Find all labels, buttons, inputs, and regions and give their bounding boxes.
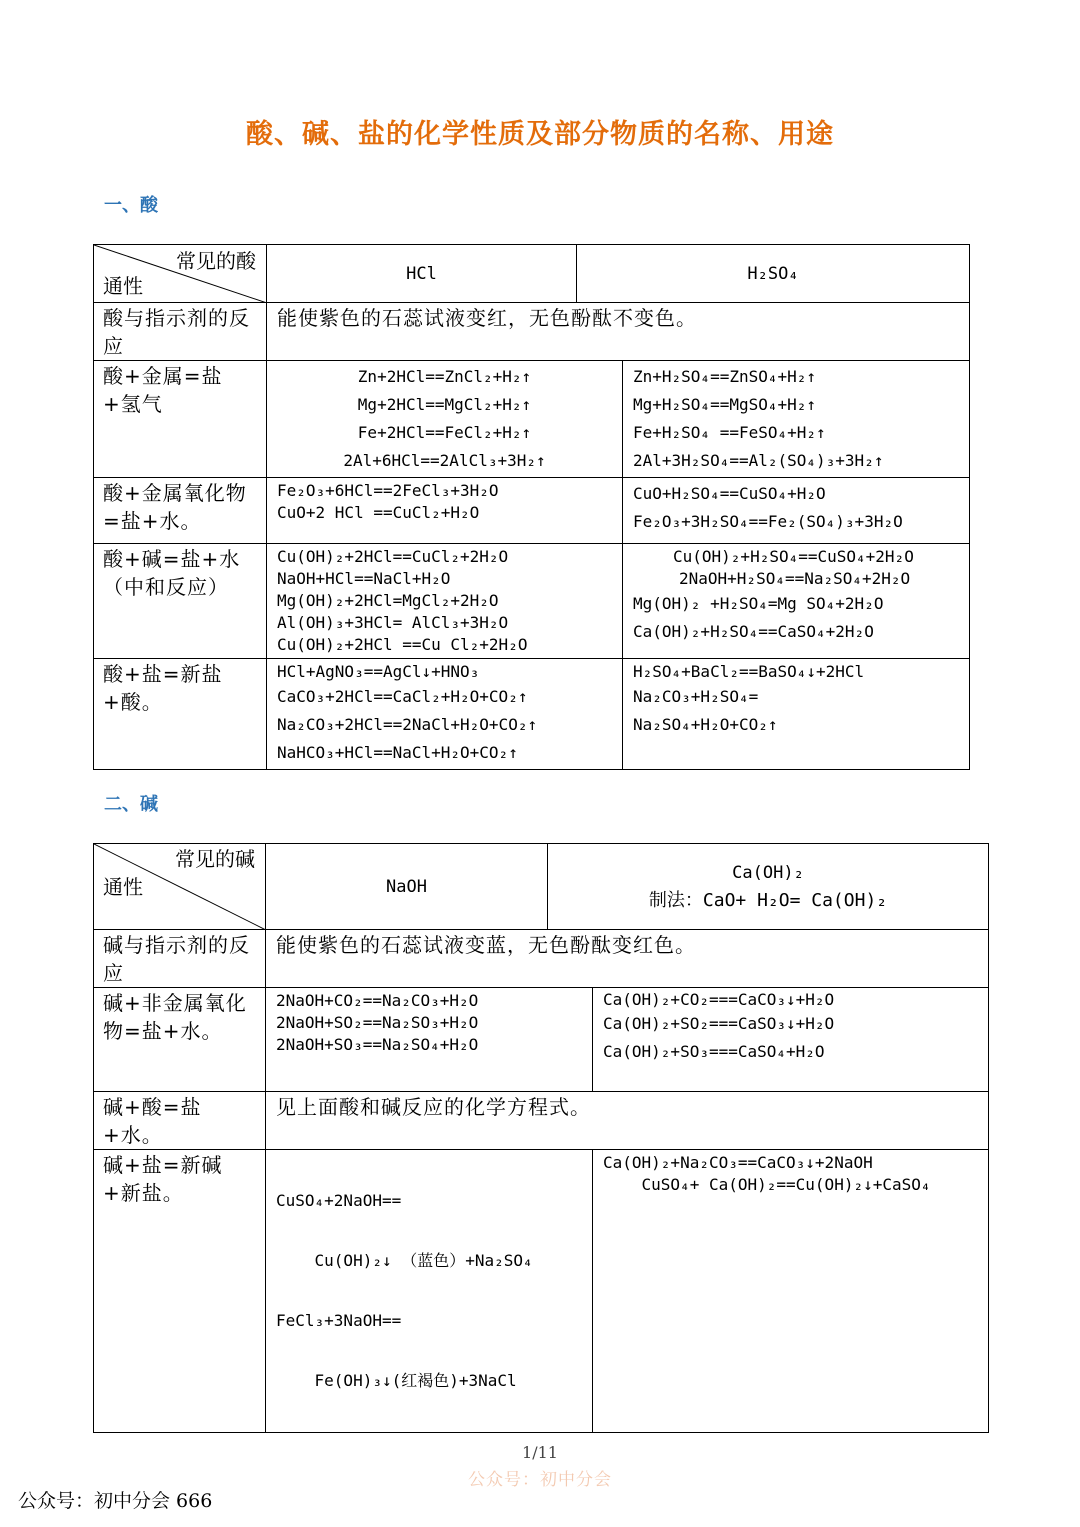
row-label: 碱+盐=新碱+新盐。 [94,1150,266,1433]
row-label: 碱+非金属氧化物=盐+水。 [94,988,266,1092]
base-corner-cell [94,844,266,930]
equation: Na₂SO₄+H₂O+CO₂↑ [633,715,778,734]
equations-naoh [266,988,593,1092]
section-heading-acid: 一、酸 [104,195,158,216]
acid-row-salt [94,659,970,770]
equation: Fe₂O₃+6HCl==2FeCl₃+3H₂O [277,481,499,500]
base-table [93,843,989,1433]
equation: Mg(OH)₂+2HCl=MgCl₂+2H₂O [277,591,499,610]
row-label: 酸+碱=盐+水（中和反应） [94,544,267,659]
equation: Fe+2HCl==FeCl₂+H₂↑ [357,423,532,442]
equation: NaOH+HCl==NaCl+H₂O [277,569,451,588]
acid-row-metal-oxide [94,478,970,544]
corner-bottom-label: 通性 [103,875,143,899]
corner-bottom-label: 通性 [103,274,143,298]
equation: Cu(OH)₂+2HCl==CuCl₂+2H₂O [277,547,509,566]
equation: FeCl₃+3NaOH== [276,1311,402,1330]
section-heading-base: 二、碱 [104,794,158,815]
equation: CuSO₄+2NaOH== [276,1191,402,1210]
col-header-preparation: 制法：CaO+ H₂O= Ca(OH)₂ [648,889,888,911]
equations-naoh [266,1150,593,1433]
base-row-indicator [94,930,989,988]
acid-row-metal [94,361,970,478]
equation: H₂SO₄+BaCl₂==BaSO₄↓+2HCl [633,662,865,681]
row-label: 碱+酸=盐+水。 [94,1092,266,1150]
equations-caoh2 [593,988,989,1092]
account-footer: 公众号：初中分会 666 [18,1490,213,1512]
equation: 2NaOH+SO₂==Na₂SO₃+H₂O [276,1013,479,1032]
equation: Zn+H₂SO₄==ZnSO₄+H₂↑ [633,367,817,386]
equation: HCl+AgNO₃==AgCl↓+HNO₃ [277,662,480,681]
equations-hcl [267,544,623,659]
page-number: 1/11 [522,1443,558,1462]
equation: CaCO₃+2HCl==CaCl₂+H₂O+CO₂↑ [277,687,528,706]
equations-h2so4 [623,659,970,770]
acid-row-indicator [94,303,970,361]
equation: Mg(OH)₂ +H₂SO₄=Mg SO₄+2H₂O [633,594,884,613]
equation: 2NaOH+CO₂==Na₂CO₃+H₂O [276,991,479,1010]
equation: Fe+H₂SO₄ ==FeSO₄+H₂↑ [633,423,826,442]
equation: Ca(OH)₂+H₂SO₄==CaSO₄+2H₂O [633,622,874,641]
acid-corner-cell [94,245,267,303]
equation: CuO+2 HCl ==CuCl₂+H₂O [277,503,480,522]
row-text: 能使紫色的石蕊试液变蓝，无色酚酞变红色。 [266,930,989,988]
equation: 2Al+3H₂SO₄==Al₂(SO₄)₃+3H₂↑ [633,451,884,470]
col-header-hcl: HCl [267,245,577,303]
col-header-formula: Ca(OH)₂ [732,862,804,883]
equations-hcl [267,659,623,770]
row-label: 酸+金属氧化物=盐+水。 [94,478,267,544]
equations-h2so4 [623,361,970,478]
acid-row-base [94,544,970,659]
col-header-h2so4: H₂SO₄ [577,245,970,303]
row-text: 见上面酸和碱反应的化学方程式。 [266,1092,989,1150]
acid-header-row [94,245,970,303]
base-row-nonmetal-oxide [94,988,989,1092]
equation: CuSO₄+ Ca(OH)₂==Cu(OH)₂↓+CaSO₄ [603,1175,931,1194]
equation: Na₂CO₃+H₂SO₄= [633,687,759,706]
equation: Cu(OH)₂+H₂SO₄==CuSO₄+2H₂O [673,547,914,566]
equation: Ca(OH)₂+Na₂CO₃==CaCO₃↓+2NaOH [603,1153,873,1172]
row-label: 酸与指示剂的反应 [94,303,267,361]
equations-caoh2 [593,1150,989,1433]
equation: Zn+2HCl==ZnCl₂+H₂↑ [357,367,532,386]
row-label: 酸+金属=盐+氢气 [94,361,267,478]
equation: Cu(OH)₂+2HCl ==Cu Cl₂+2H₂O [277,635,528,654]
equation: Fe(OH)₃↓(红褐色)+3NaCl [276,1371,517,1390]
corner-top-label: 常见的酸 [176,249,256,273]
equation: Mg+2HCl==MgCl₂+H₂↑ [357,395,532,414]
base-header-row [94,844,989,930]
equations-hcl [267,478,623,544]
equation: CuO+H₂SO₄==CuSO₄+H₂O [633,484,826,503]
equations-hcl [267,361,623,478]
col-header-caoh2 [548,844,989,930]
equation: Al(OH)₃+3HCl= AlCl₃+3H₂O [277,613,509,632]
page-title: 酸、碱、盐的化学性质及部分物质的名称、用途 [246,119,834,150]
equation: 2NaOH+SO₃==Na₂SO₄+H₂O [276,1035,479,1054]
equation: Ca(OH)₂+SO₂===CaSO₃↓+H₂O [603,1014,835,1033]
equation: Na₂CO₃+2HCl==2NaCl+H₂O+CO₂↑ [277,715,538,734]
row-label: 酸+盐=新盐+酸。 [94,659,267,770]
base-row-salt [94,1150,989,1433]
base-row-acid [94,1092,989,1150]
equation: 2Al+6HCl==2AlCl₃+3H₂↑ [343,451,546,470]
equations-h2so4 [623,544,970,659]
equation: Mg+H₂SO₄==MgSO₄+H₂↑ [633,395,817,414]
equation: NaHCO₃+HCl==NaCl+H₂O+CO₂↑ [277,743,518,762]
equation: Cu(OH)₂↓ （蓝色）+Na₂SO₄ [276,1251,533,1270]
equation: Ca(OH)₂+CO₂===CaCO₃↓+H₂O [603,990,835,1009]
equation: 2NaOH+H₂SO₄==Na₂SO₄+2H₂O [679,569,911,588]
acid-table [93,244,970,770]
equation: Fe₂O₃+3H₂SO₄==Fe₂(SO₄)₃+3H₂O [633,512,903,531]
equations-h2so4 [623,478,970,544]
col-header-naoh: NaOH [266,844,548,930]
watermark: 公众号：初中分会 [468,1470,612,1490]
corner-top-label: 常见的碱 [175,847,255,871]
row-text: 能使紫色的石蕊试液变红，无色酚酞不变色。 [267,303,970,361]
equation: Ca(OH)₂+SO₃===CaSO₄+H₂O [603,1042,825,1061]
row-label: 碱与指示剂的反应 [94,930,266,988]
